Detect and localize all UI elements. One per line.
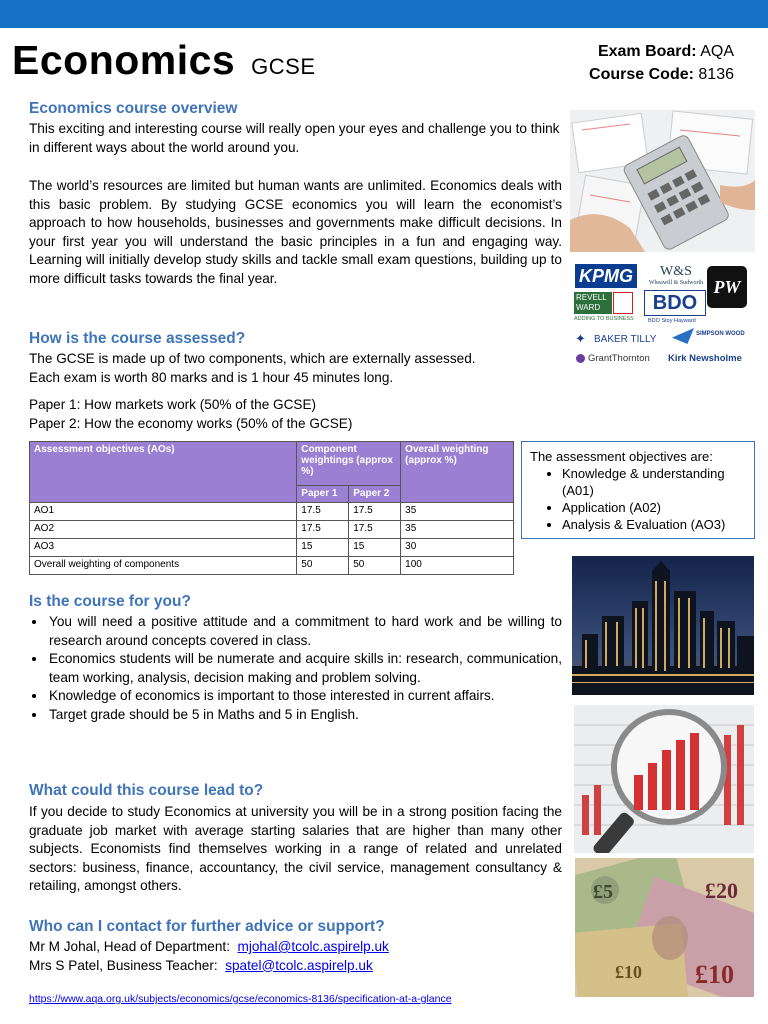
- objectives-box: [521, 441, 755, 539]
- top-banner: [0, 0, 768, 28]
- city-skyline-photo: [572, 556, 754, 695]
- ws-logo: W&S: [660, 264, 692, 279]
- contact-1: [29, 938, 562, 957]
- grant-thornton-icon: [576, 354, 585, 363]
- paper-1: Paper 1: How markets work (50% of the GCSE): [29, 397, 317, 412]
- cell-p2: 17.5: [349, 503, 401, 521]
- cell-p2: 15: [349, 539, 401, 557]
- magnifier-chart-photo: [574, 705, 754, 853]
- contact-1-email-link[interactable]: mjohal@tcolc.aspirelp.uk: [237, 939, 389, 954]
- cell-ao: Overall weighting of components: [30, 557, 297, 575]
- bdo-sub: BDO Stoy Hayward: [648, 318, 696, 324]
- table-row: [30, 503, 514, 521]
- title-subtitle: GCSE: [251, 54, 316, 79]
- svg-text:£20: £20: [705, 878, 738, 903]
- cell-ao: AO1: [30, 503, 297, 521]
- calculator-photo: [570, 110, 755, 252]
- revell-ward-sub: ADDING TO BUSINESS: [574, 316, 634, 322]
- page-title: [12, 34, 316, 93]
- baker-tilly-icon: ✦: [575, 331, 586, 346]
- list-item: • You will need a positive attitude and a commitment to hard work and be willing to research around concepts covered in class.: [47, 613, 562, 650]
- course-code-label: Course Code:: [589, 66, 694, 83]
- paper-2: Paper 2: How the economy works (50% of the GCSE): [29, 415, 353, 431]
- objective-item: • Analysis & Evaluation (AO3): [562, 516, 746, 533]
- cell-ao: AO2: [30, 521, 297, 539]
- simpson-wood-icon: [672, 328, 694, 344]
- grant-thornton-logo: GrantThornton: [588, 353, 650, 364]
- th-paper-1: Paper 1: [297, 486, 349, 503]
- exam-board-label: Exam Board:: [597, 43, 697, 60]
- th-paper-2: Paper 2: [349, 486, 401, 503]
- list-item: • Knowledge of economics is important to those interested in current affairs.: [47, 687, 562, 706]
- list-item: • Target grade should be 5 in Maths and 5 in English.: [47, 706, 562, 725]
- ws-logo-sub: Wheawill & Sudworth: [648, 280, 704, 286]
- title-main: Economics: [12, 37, 236, 83]
- banknotes-photo: [575, 858, 754, 997]
- baker-tilly-logo: BAKER TILLY: [594, 334, 657, 345]
- course-meta: [589, 40, 734, 86]
- pw-logo: PW: [707, 266, 747, 308]
- cell-overall: 35: [401, 503, 514, 521]
- cell-p1: 17.5: [297, 503, 349, 521]
- contact-2: [29, 957, 562, 976]
- for-you-list: [29, 613, 562, 725]
- kpmg-logo: KPMG: [575, 264, 637, 288]
- aqa-spec-link[interactable]: https://www.aqa.org.uk/subjects/economics/gcse/economics-8136/specification-at-a-glance: [29, 993, 452, 1005]
- contact-heading: Who can I contact for further advice or support?: [29, 918, 385, 935]
- svg-text:£10: £10: [695, 960, 734, 989]
- accountancy-logos: [570, 258, 755, 370]
- table-row: [30, 521, 514, 539]
- overview-body: The world’s resources are limited but human wants are unlimited. Economics deals with this basic problem. By studying GCSE economics you will learn the economist’s approach to how households, businesses and governments make difficult decisions. In your first year you will understand the basic principles in a fun and engaging way. Learning will initially develop study skills and tackle small exam questions, building up to more difficult tasks towards the final year.: [29, 178, 562, 286]
- cell-overall: 100: [401, 557, 514, 575]
- assessment-line-1: The GCSE is made up of two components, which are externally assessed.: [29, 351, 476, 366]
- list-item: • Economics students will be numerate and acquire skills in: research, communication, team working, analysis, decision making and problem solving.: [47, 650, 562, 687]
- cell-p2: 50: [349, 557, 401, 575]
- th-overall: Overall weighting (approx %): [401, 442, 514, 503]
- for-you-heading: Is the course for you?: [29, 593, 191, 610]
- revell-ward-mark: [613, 292, 633, 314]
- bdo-logo: BDO: [644, 290, 706, 316]
- course-code-value: 8136: [698, 66, 734, 83]
- exam-board-value: AQA: [700, 43, 734, 60]
- cell-overall: 30: [401, 539, 514, 557]
- cell-overall: 35: [401, 521, 514, 539]
- contact-1-text: Mr M Johal, Head of Department:: [29, 939, 230, 954]
- assessment-heading: How is the course assessed?: [29, 330, 246, 347]
- cell-p2: 17.5: [349, 521, 401, 539]
- kirk-newsholme-logo: Kirk Newsholme: [668, 353, 742, 364]
- contact-list: [29, 938, 562, 975]
- svg-text:£5: £5: [593, 881, 613, 903]
- overview-intro: This exciting and interesting course will really open your eyes and challenge you to think in different ways about the world around you.: [29, 121, 560, 155]
- objective-item: • Knowledge & understanding (A01): [562, 465, 746, 499]
- th-component: Component weightings (approx %): [297, 442, 401, 486]
- cell-p1: 17.5: [297, 521, 349, 539]
- contact-2-text: Mrs S Patel, Business Teacher:: [29, 957, 218, 973]
- objectives-intro: The assessment objectives are:: [530, 449, 713, 464]
- overview-heading: Economics course overview: [29, 100, 238, 117]
- lead-to-heading: What could this course lead to?: [29, 782, 264, 799]
- lead-to-text: If you decide to study Economics at university you will be in a strong position facing the graduate job market with average starting salaries that are higher than many other subjects. Economists find themselves working in a range of related and unrelated sectors: business, finance, accountancy, the civil service, management consultancy & retailing, amongst others.: [29, 804, 562, 894]
- assessment-table: [29, 441, 514, 575]
- cell-p1: 50: [297, 557, 349, 575]
- assessment-text: [29, 350, 562, 387]
- cell-p1: 15: [297, 539, 349, 557]
- th-ao: Assessment objectives (AOs): [30, 442, 297, 503]
- contact-2-email-link[interactable]: spatel@tcolc.aspirelp.uk: [225, 957, 373, 973]
- svg-text:£10: £10: [615, 962, 642, 982]
- table-row: [30, 539, 514, 557]
- assessment-line-2: Each exam is worth 80 marks and is 1 hour 45 minutes long.: [29, 369, 394, 385]
- papers-list: [29, 396, 509, 433]
- cell-ao: AO3: [30, 539, 297, 557]
- table-row: [30, 557, 514, 575]
- simpson-wood-logo: SIMPSON WOOD: [696, 331, 745, 337]
- revell-ward-logo: REVELL WARD: [574, 292, 612, 314]
- objective-item: • Application (A02): [562, 499, 746, 516]
